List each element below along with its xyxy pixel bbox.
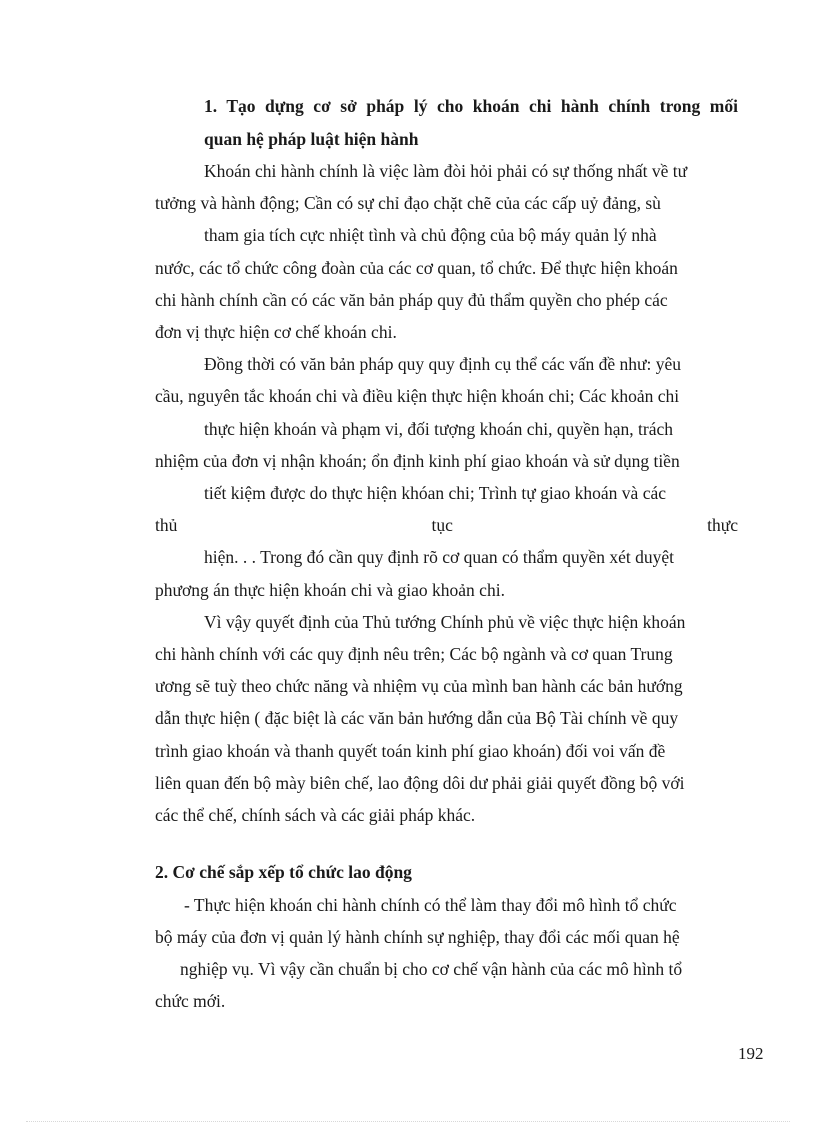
- body-line: trình giao khoán và thanh quyết toán kinh phí giao khoán) đối voi vấn đề: [155, 741, 666, 761]
- body-line: tưởng và hành động; Cần có sự chỉ đạo chặt chẽ của các cấp uỷ đảng, sù: [155, 193, 661, 213]
- body-line: bộ máy của đơn vị quản lý hành chính sự nghiệp, thay đổi các mối quan hệ: [155, 927, 680, 947]
- section-1-heading-line-2: quan hệ pháp luật hiện hành: [204, 129, 419, 149]
- body-line: phương án thực hiện khoán chi và giao khoản chi.: [155, 580, 505, 600]
- section-1-heading-line-1: 1. Tạo dựng cơ sở pháp lý cho khoán chi hành chính trong mối: [204, 96, 738, 116]
- body-line: chi hành chính cần có các văn bản pháp quy đủ thẩm quyền cho phép các: [155, 290, 668, 310]
- body-line: chức mới.: [155, 991, 226, 1011]
- justified-word: tục: [431, 515, 453, 535]
- justified-word: thực: [707, 515, 738, 535]
- body-line-justified: [155, 515, 738, 535]
- section-2-heading: 2. Cơ chế sắp xếp tổ chức lao động: [155, 862, 412, 882]
- body-line: liên quan đến bộ mày biên chế, lao động dôi dư phải giải quyết đồng bộ với: [155, 773, 685, 793]
- body-line: hiện. . . Trong đó cần quy định rõ cơ quan có thẩm quyền xét duyệt: [204, 547, 675, 567]
- body-line: nước, các tổ chức công đoàn của các cơ quan, tổ chức. Để thực hiện khoán: [155, 258, 678, 278]
- body-line: đơn vị thực hiện cơ chế khoán chi.: [155, 322, 397, 342]
- body-line: ương sẽ tuỳ theo chức năng và nhiệm vụ của mình ban hành các bản hướng: [155, 676, 683, 696]
- body-line: nhiệm của đơn vị nhận khoán; ổn định kinh phí giao khoán và sử dụng tiền: [155, 451, 680, 471]
- body-line: cầu, nguyên tắc khoán chi và điều kiện thực hiện khoán chi; Các khoản chi: [155, 386, 680, 406]
- body-line: Đồng thời có văn bản pháp quy quy định cụ thể các vấn đề như: yêu: [204, 354, 682, 374]
- body-line: các thể chế, chính sách và các giải pháp khác.: [155, 805, 476, 825]
- body-line: nghiệp vụ. Vì vậy cần chuẩn bị cho cơ chế vận hành của các mô hình tổ: [180, 959, 683, 979]
- page-number: 192: [738, 1044, 764, 1063]
- justified-word: thủ: [155, 515, 178, 535]
- body-line: - Thực hiện khoán chi hành chính có thể làm thay đổi mô hình tổ chức: [184, 895, 677, 915]
- body-line: Vì vậy quyết định của Thủ tướng Chính phủ về việc thực hiện khoán: [204, 612, 686, 632]
- body-line: Khoán chi hành chính là việc làm đòi hỏi phải có sự thống nhất về tư: [204, 161, 688, 181]
- body-line: dẫn thực hiện ( đặc biệt là các văn bản hướng dẫn của Bộ Tài chính về quy: [155, 708, 679, 728]
- footer-divider: [26, 1121, 790, 1122]
- body-line: tham gia tích cực nhiệt tình và chủ động của bộ máy quản lý nhà: [204, 225, 657, 245]
- body-line: tiết kiệm được do thực hiện khóan chi; Trình tự giao khoán và các: [204, 483, 666, 503]
- body-line: chi hành chính với các quy định nêu trên; Các bộ ngành và cơ quan Trung: [155, 644, 673, 664]
- body-line: thực hiện khoán và phạm vi, đối tượng khoán chi, quyền hạn, trách: [204, 419, 674, 439]
